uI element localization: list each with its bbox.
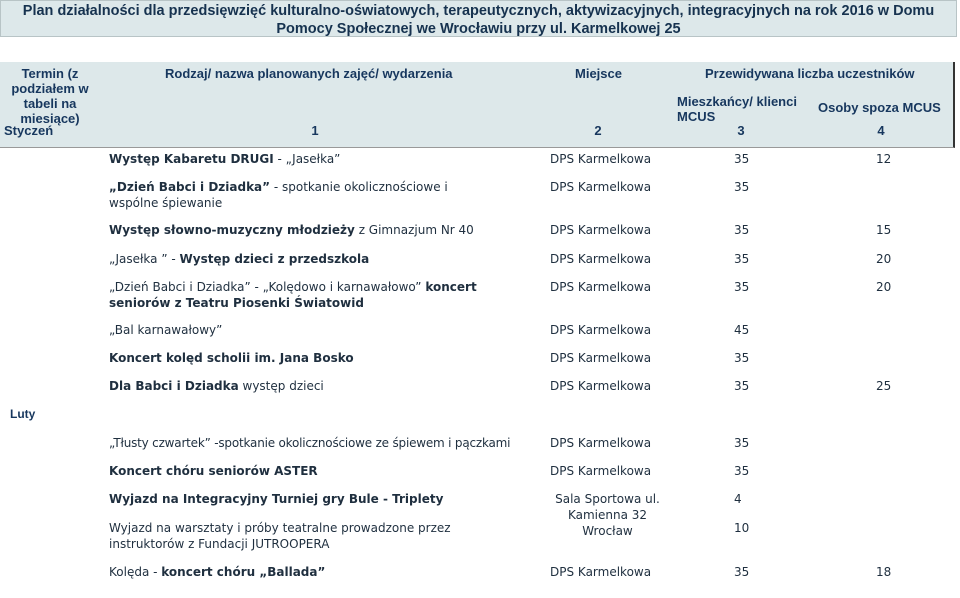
event-place: DPS Karmelkowa <box>550 252 652 266</box>
residents-count: 35 <box>734 152 750 166</box>
event-place: DPS Karmelkowa <box>550 223 652 237</box>
column-number-2: 2 <box>594 123 602 138</box>
residents-count: 35 <box>734 180 750 194</box>
month-styczen: Styczeń <box>4 123 54 138</box>
header-termin: Termin (z podziałem w tabeli na miesiące) <box>11 66 89 126</box>
event-name: Wyjazd na warsztaty i próby teatralne prowadzone przez instruktorów z Fundacji JUTROOPERA <box>109 521 451 551</box>
event-name: Występ słowno-muzyczny młodzieży z Gimnazjum Nr 40 <box>109 223 474 237</box>
event-name: Występ Kabaretu DRUGI - „Jasełka” <box>109 152 341 166</box>
event-name: „Tłusty czwartek” -spotkanie okolicznościowe ze śpiewem i pączkami <box>109 436 511 450</box>
residents-count: 4 <box>734 492 742 506</box>
event-name: Koncert chóru seniorów ASTER <box>109 464 318 478</box>
event-place: DPS Karmelkowa <box>550 280 652 294</box>
document-title: Plan działalności dla przedsięwzięć kulturalno-oświatowych, terapeutycznych, aktywizacyjnych, integracyjnych na rok 2016 w Domu Pomocy Społecznej we Wrocławiu przy ul. Karmelkowej 25 <box>0 0 957 37</box>
event-place: DPS Karmelkowa <box>550 351 652 365</box>
outside-count: 20 <box>876 252 892 266</box>
header-mieszkancy: Mieszkańcy/ klienci MCUS <box>677 94 797 124</box>
outside-count: 15 <box>876 223 892 237</box>
event-name: Koncert kolęd scholii im. Jana Bosko <box>109 351 354 365</box>
month-luty: Luty <box>10 407 36 421</box>
header-miejsce: Miejsce <box>575 66 622 81</box>
outside-count: 18 <box>876 565 892 579</box>
residents-count: 35 <box>734 464 750 478</box>
column-number-1: 1 <box>311 123 319 138</box>
residents-count: 35 <box>734 379 750 393</box>
residents-count: 35 <box>734 252 750 266</box>
residents-count: 35 <box>734 436 750 450</box>
residents-count: 35 <box>734 223 750 237</box>
event-place: DPS Karmelkowa <box>550 152 652 166</box>
residents-count: 45 <box>734 323 750 337</box>
event-place: DPS Karmelkowa <box>550 436 652 450</box>
event-place: DPS Karmelkowa <box>550 323 652 337</box>
outside-count: 20 <box>876 280 892 294</box>
event-place: DPS Karmelkowa <box>550 464 652 478</box>
column-number-4: 4 <box>877 123 885 138</box>
event-place: DPS Karmelkowa <box>550 180 652 194</box>
residents-count: 35 <box>734 280 750 294</box>
event-place: DPS Karmelkowa <box>550 379 652 393</box>
table-header <box>0 62 955 148</box>
event-name: Wyjazd na Integracyjny Turniej gry Bule - Triplety <box>109 492 444 506</box>
event-name: „Jasełka ” - Występ dzieci z przedszkola <box>109 252 370 266</box>
header-rodzaj: Rodzaj/ nazwa planowanych zajęć/ wydarzenia <box>165 66 453 81</box>
event-place: Sala Sportowa ul. Kamienna 32 Wrocław <box>555 492 660 538</box>
outside-count: 25 <box>876 379 892 393</box>
header-przewidywana: Przewidywana liczba uczestników <box>705 66 915 81</box>
column-number-3: 3 <box>737 123 745 138</box>
residents-count: 35 <box>734 565 750 579</box>
outside-count: 12 <box>876 152 892 166</box>
header-osoby-spoza: Osoby spoza MCUS <box>818 100 941 115</box>
event-name: Kolęda - koncert chóru „Ballada” <box>109 565 326 579</box>
event-name: „Dzień Babci i Dziadka” - spotkanie okolicznościowe i wspólne śpiewanie <box>109 180 448 210</box>
residents-count: 35 <box>734 351 750 365</box>
residents-count: 10 <box>734 521 750 535</box>
event-name: „Bal karnawałowy” <box>109 323 223 337</box>
event-place: DPS Karmelkowa <box>550 565 652 579</box>
event-name: „Dzień Babci i Dziadka” - „Kolędowo i karnawałowo” koncert seniorów z Teatru Piosenki Światowid <box>109 280 477 310</box>
event-name: Dla Babci i Dziadka występ dzieci <box>109 379 324 393</box>
